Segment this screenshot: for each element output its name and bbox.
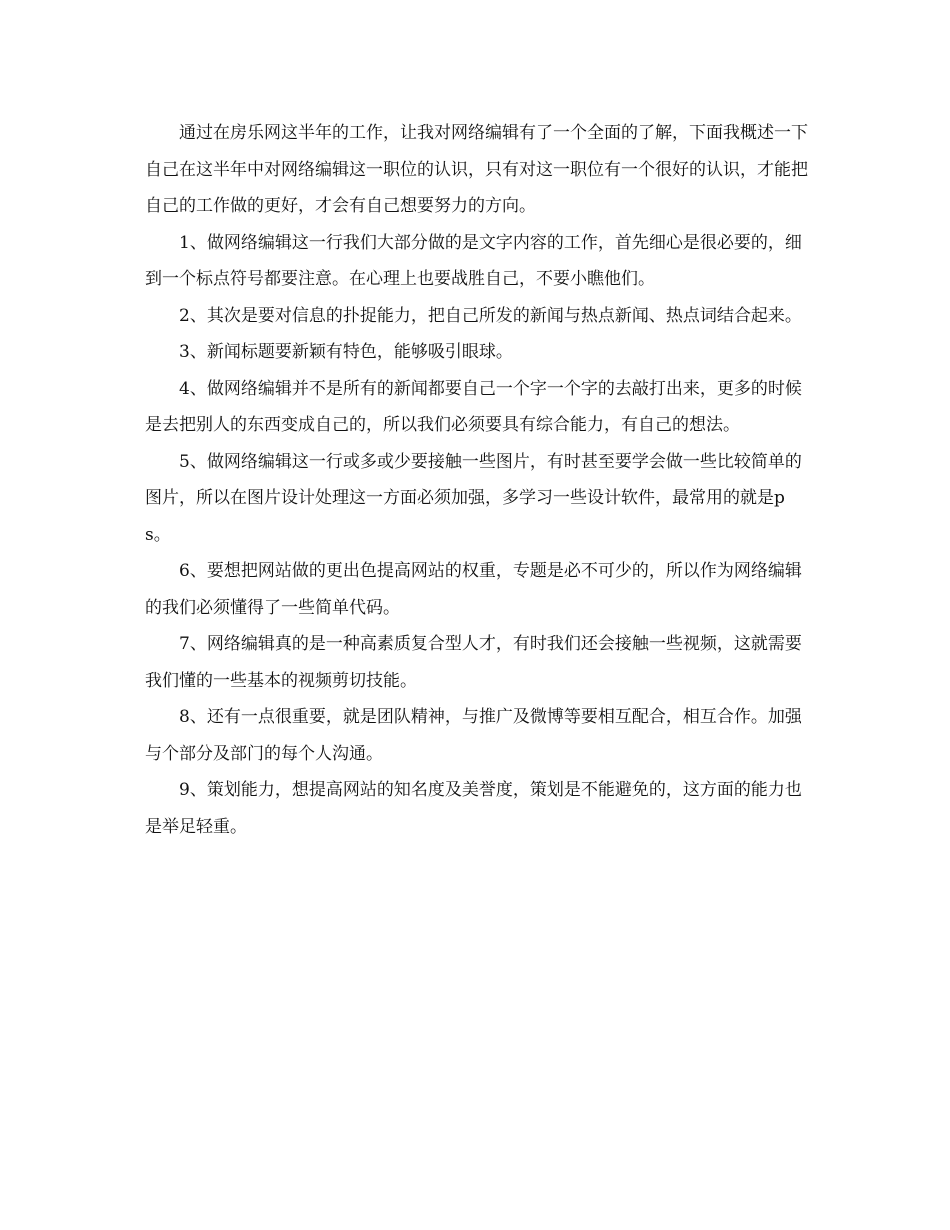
point-9-paragraph: 9、策划能力，想提高网站的知名度及美誉度，策划是不能避免的，这方面的能力也是举足轻重。 [145,780,802,837]
point-2-paragraph: 2、其次是要对信息的扑捉能力，把自己所发的新闻与热点新闻、热点词结合起来。 [179,305,802,326]
point-6-paragraph: 6、要想把网站做的更出色提高网站的权重，专题是必不可少的，所以作为网络编辑的我们必须懂得了一些简单代码。 [145,561,802,618]
intro-paragraph: 通过在房乐网这半年的工作，让我对网络编辑有了一个全面的了解，下面我概述一下自己在这半年中对网络编辑这一职位的认识，只有对这一职位有一个很好的认识，才能把自己的工作做的更好，才会有自己想要努力的方向。 [145,123,808,216]
point-1-paragraph: 1、做网络编辑这一行我们大部分做的是文字内容的工作，首先细心是很必要的，细到一个标点符号都要注意。在心理上也要战胜自己，不要小瞧他们。 [145,232,802,289]
point-8-paragraph: 8、还有一点很重要，就是团队精神，与推广及微博等要相互配合，相互合作。加强与个部分及部门的每个人沟通。 [145,707,802,764]
document-body [145,115,810,845]
point-4-paragraph: 4、做网络编辑并不是所有的新闻都要自己一个字一个字的去敲打出来，更多的时候是去把别人的东西变成自己的，所以我们必须要具有综合能力，有自己的想法。 [145,378,802,435]
point-3-paragraph: 3、新闻标题要新颖有特色，能够吸引眼球。 [179,342,513,362]
point-7-paragraph: 7、网络编辑真的是一种高素质复合型人才，有时我们还会接触一些视频，这就需要我们懂的一些基本的视频剪切技能。 [145,634,802,691]
point-5-paragraph: 5、做网络编辑这一行或多或少要接触一些图片，有时甚至要学会做一些比较简单的图片，所以在图片设计处理这一方面必须加强，多学习一些设计软件，最常用的就是ps。 [145,451,802,545]
